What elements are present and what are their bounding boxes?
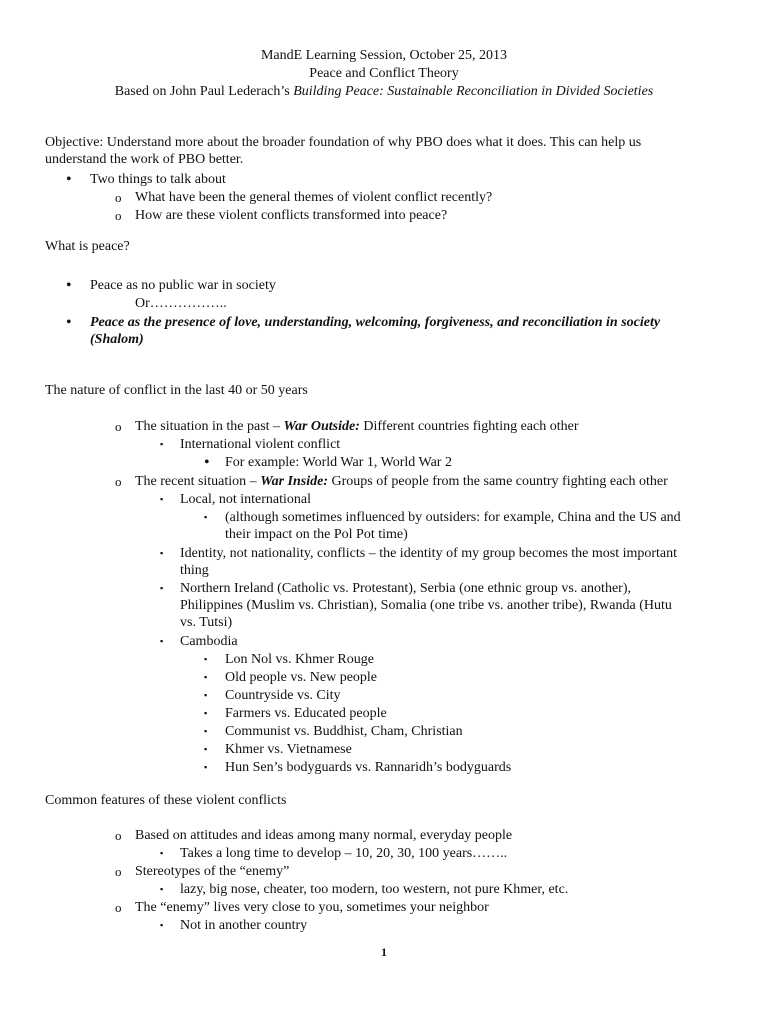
bullet-square: ▪: [160, 583, 164, 593]
bullet-square: ▪: [204, 654, 208, 664]
bullet-circle: o: [115, 208, 122, 223]
local-note-line-2: their impact on the Pol Pot time): [225, 527, 408, 542]
cambodia-subitem: Lon Nol vs. Khmer Rouge: [225, 652, 374, 667]
features-heading: Common features of these violent conflicts: [45, 793, 287, 808]
bullet-disc: •: [66, 314, 72, 331]
bullet-circle: o: [115, 474, 122, 489]
cambodia-subitem: Countryside vs. City: [225, 688, 341, 703]
bullet-circle: o: [115, 190, 122, 205]
past-prefix: The situation in the past –: [135, 419, 284, 434]
cambodia-subitem: Old people vs. New people: [225, 670, 378, 685]
objective-question-2: How are these violent conflicts transformed into peace?: [135, 208, 448, 223]
cambodia-subitem: Farmers vs. Educated people: [225, 706, 387, 721]
bullet-square: ▪: [204, 690, 208, 700]
identity-line-1: Identity, not nationality, conflicts – the identity of my group becomes the most important: [180, 546, 678, 561]
objective-bullet: Two things to talk about: [90, 172, 226, 187]
feature-c: The “enemy” lives very close to you, sometimes your neighbor: [135, 900, 489, 915]
bullet-disc: •: [204, 454, 210, 471]
bullet-square: ▪: [160, 439, 164, 449]
recent-rest: Groups of people from the same country fighting each other: [328, 474, 668, 489]
bullet-square: ▪: [160, 848, 164, 858]
bullet-disc: •: [66, 277, 72, 294]
feature-a: Based on attitudes and ideas among many normal, everyday people: [135, 828, 513, 843]
local-note-line-1: (although sometimes influenced by outsiders: for example, China and the US and: [225, 510, 681, 525]
examples-line-3: vs. Tutsi): [180, 615, 233, 630]
bullet-square: ▪: [204, 708, 208, 718]
peace-or: Or……………..: [135, 296, 227, 311]
past-rest: Different countries fighting each other: [359, 419, 579, 434]
bullet-circle: o: [115, 828, 122, 843]
bullet-circle: o: [115, 419, 122, 434]
bullet-square: ▪: [204, 512, 208, 522]
nature-heading: The nature of conflict in the last 40 or 50 years: [45, 383, 308, 398]
past-example: For example: World War 1, World War 2: [225, 455, 452, 470]
identity-line-2: thing: [180, 563, 209, 578]
past-situation: [135, 418, 579, 435]
war-outside: War Outside:: [283, 419, 360, 434]
recent-prefix: The recent situation –: [135, 474, 261, 489]
bullet-square: ▪: [160, 920, 164, 930]
feature-c-sub: Not in another country: [180, 918, 308, 933]
bullet-square: ▪: [160, 636, 164, 646]
feature-b: Stereotypes of the “enemy”: [135, 864, 290, 879]
bullet-square: ▪: [204, 762, 208, 772]
book-title: Building Peace: Sustainable Reconciliation in Divided Societies: [293, 84, 654, 99]
peace-heading: What is peace?: [45, 239, 130, 254]
page-number: 1: [381, 945, 387, 959]
bullet-square: ▪: [204, 726, 208, 736]
objective-line-1: Objective: Understand more about the broader foundation of why PBO does what it does. This can help us: [45, 135, 642, 150]
bullet-square: ▪: [160, 884, 164, 894]
local-item: Local, not international: [180, 492, 312, 507]
bullet-circle: o: [115, 864, 122, 879]
past-sub: International violent conflict: [180, 437, 341, 452]
examples-line-2: Philippines (Muslim vs. Christian), Somalia (one tribe vs. another tribe), Rwanda (Hutu: [180, 598, 672, 613]
bullet-disc: •: [66, 171, 72, 188]
bullet-square: ▪: [204, 672, 208, 682]
feature-b-sub: lazy, big nose, cheater, too modern, too western, not pure Khmer, etc.: [180, 882, 569, 897]
cambodia-subitem: Communist vs. Buddhist, Cham, Christian: [225, 724, 463, 739]
bullet-square: ▪: [160, 494, 164, 504]
header-line-2: Peace and Conflict Theory: [309, 66, 459, 81]
header-prefix: Based on John Paul Lederach’s: [114, 84, 294, 99]
bullet-square: ▪: [204, 744, 208, 754]
examples-line-1: Northern Ireland (Catholic vs. Protestant), Serbia (one ethnic group vs. another),: [180, 581, 631, 596]
recent-situation: [135, 473, 668, 490]
peace-item-2-line-2: (Shalom): [90, 332, 144, 347]
header-line-3: [0, 83, 768, 100]
objective-question-1: What have been the general themes of violent conflict recently?: [135, 190, 493, 205]
cambodia-item: Cambodia: [180, 634, 238, 649]
cambodia-subitem: Hun Sen’s bodyguards vs. Rannaridh’s bodyguards: [225, 760, 512, 775]
peace-item-2-line-1: Peace as the presence of love, understanding, welcoming, forgiveness, and reconciliation in society: [90, 315, 661, 330]
header-line-1: MandE Learning Session, October 25, 2013: [260, 48, 508, 63]
bullet-circle: o: [115, 900, 122, 915]
cambodia-subitem: Khmer vs. Vietnamese: [225, 742, 352, 757]
feature-a-sub: Takes a long time to develop – 10, 20, 30, 100 years……..: [180, 846, 508, 861]
peace-item-1: Peace as no public war in society: [90, 278, 276, 293]
objective-line-2: understand the work of PBO better.: [45, 152, 244, 167]
war-inside: War Inside:: [260, 474, 328, 489]
bullet-square: ▪: [160, 548, 164, 558]
